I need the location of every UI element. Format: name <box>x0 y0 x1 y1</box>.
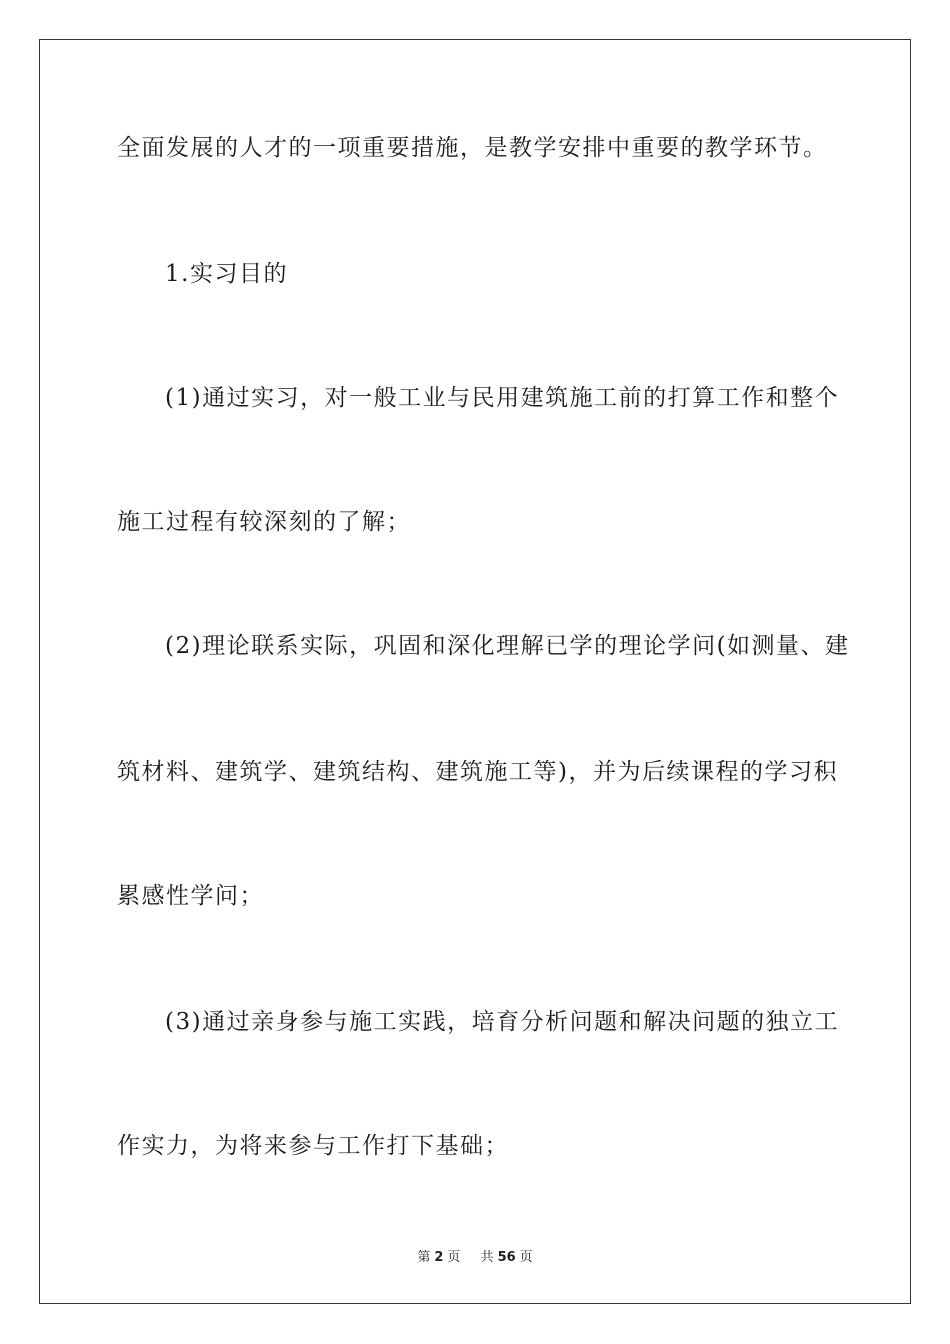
body-text-line: (2)理论联系实际，巩固和深化理解已学的理论学问(如测量、建 <box>165 633 850 659</box>
body-text-line: (1)通过实习，对一般工业与民用建筑施工前的打算工作和整个 <box>165 385 840 411</box>
page-footer <box>0 1246 950 1265</box>
total-pages: 56 <box>497 1250 516 1265</box>
page-indicator <box>413 1250 464 1265</box>
page-border <box>39 39 911 1304</box>
body-text-line: (3)通过亲身参与施工实践，培育分析问题和解决问题的独立工 <box>165 1009 840 1035</box>
body-text-line: 累感性学问； <box>117 883 264 909</box>
page-prefix: 第 <box>417 1250 431 1265</box>
total-suffix: 页 <box>519 1250 533 1265</box>
section-heading: 1.实习目的 <box>165 261 288 287</box>
body-text-line: 筑材料、建筑学、建筑结构、建筑施工等)，并为后续课程的学习积 <box>117 759 838 785</box>
body-text-line: 全面发展的人才的一项重要措施，是教学安排中重要的教学环节。 <box>117 135 828 161</box>
body-text-line: 作实力，为将来参与工作打下基础； <box>117 1133 509 1159</box>
page-number: 2 <box>434 1250 444 1265</box>
page-suffix: 页 <box>447 1250 461 1265</box>
total-prefix: 共 <box>480 1250 494 1265</box>
total-indicator <box>477 1250 537 1265</box>
body-text-line: 施工过程有较深刻的了解； <box>117 509 411 535</box>
